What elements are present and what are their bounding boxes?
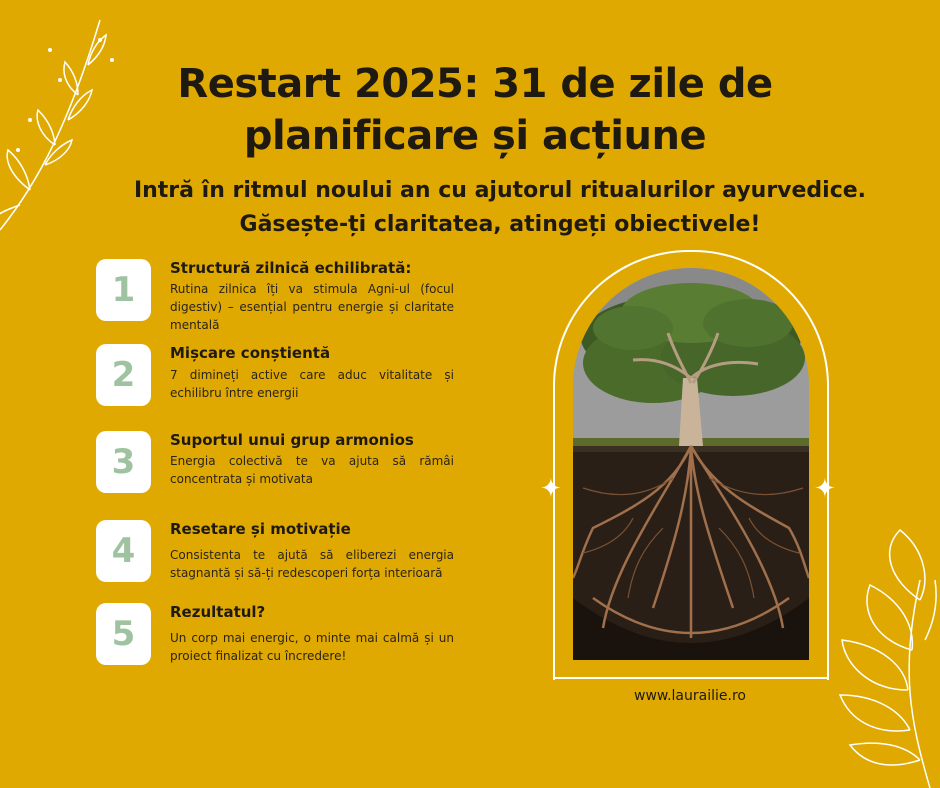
step-number-badge: 4 bbox=[96, 520, 151, 582]
step-title: Resetare și motivație bbox=[170, 520, 351, 538]
arch-frame-base bbox=[553, 677, 827, 679]
step-title: Mișcare conștientă bbox=[170, 344, 331, 362]
page-subtitle bbox=[110, 174, 890, 242]
step-title: Structură zilnică echilibrată: bbox=[170, 259, 412, 277]
step-description: Rutina zilnica îți va stimula Agni-ul (focul digestiv) – esențial pentru energie și claritate mentală bbox=[170, 282, 454, 332]
step-number-badge: 2 bbox=[96, 344, 151, 406]
step-number-badge: 1 bbox=[96, 259, 151, 321]
tree-with-roots-icon bbox=[573, 268, 809, 660]
subtitle-line-2: Găsește-ți claritatea, atingeți obiectivele! bbox=[239, 212, 761, 237]
step-description: 7 dimineți active care aduc vitalitate și echilibru între energii bbox=[170, 368, 454, 400]
subtitle-line-1: Intră în ritmul noului an cu ajutorul ritualurilor ayurvedice. bbox=[133, 178, 867, 203]
sparkle-left-icon: ✦ bbox=[540, 473, 562, 503]
step-title: Rezultatul? bbox=[170, 603, 266, 621]
sparkle-right-icon: ✦ bbox=[814, 473, 836, 503]
step-description: Un corp mai energic, o minte mai calmă și un proiect finalizat cu încredere! bbox=[170, 631, 454, 663]
step-number-badge: 5 bbox=[96, 603, 151, 665]
step-number-badge: 3 bbox=[96, 431, 151, 493]
step-description: Energia colectivă te va ajuta să rămâi concentrata și motivata bbox=[170, 454, 454, 486]
step-title: Suportul unui grup armonios bbox=[170, 431, 414, 449]
step-description: Consistenta te ajută să eliberezi energia stagnantă și să-ți redescoperi forța interioară bbox=[170, 548, 454, 580]
website-link[interactable]: www.laurailie.ro bbox=[634, 688, 746, 704]
page-title: Restart 2025: 31 de zile de planificare și acțiune bbox=[177, 61, 773, 159]
tree-roots-image bbox=[573, 268, 809, 660]
